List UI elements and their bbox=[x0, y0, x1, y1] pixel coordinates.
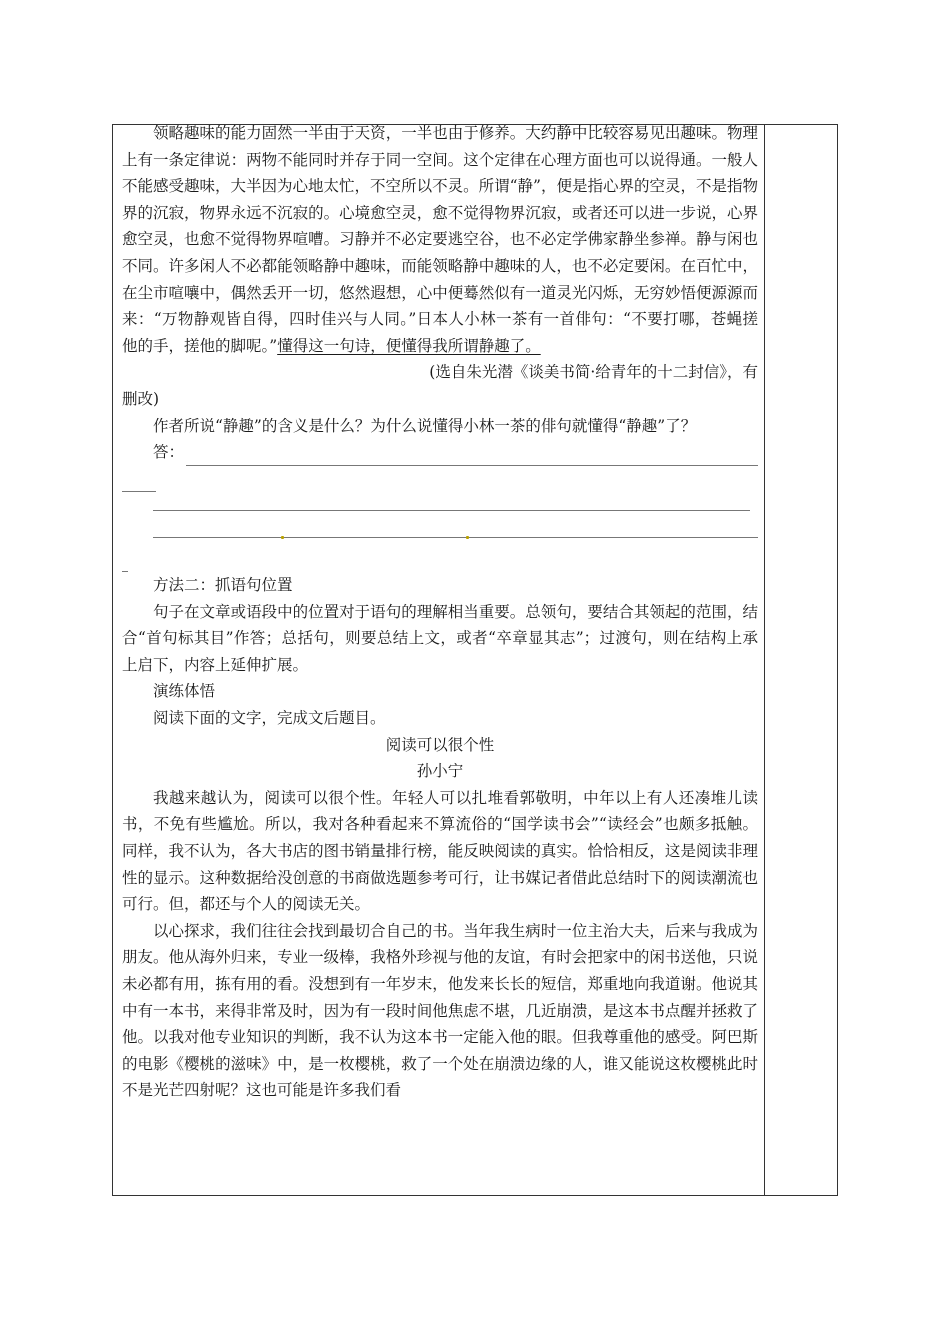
method-body: 句子在文章或语段中的位置对于语句的理解相当重要。总领句，要结合其领起的范围，结合“首句标其目”作答；总括句，则要总结上文，或者“卒章显其志”；过渡句，则在结构上承上启下，内容上延伸扩展。 bbox=[122, 602, 758, 674]
answer-rule-stub bbox=[122, 477, 156, 492]
answer-label: 答： bbox=[153, 443, 185, 462]
answer-line-3[interactable] bbox=[122, 519, 758, 546]
answer-rule bbox=[186, 451, 758, 466]
passage-paragraph: 领略趣味的能力固然一半由于天资，一半也由于修养。大约静中比较容易见出趣味。物理上有一条定律说：两物不能同时并存于同一空间。这个定律在心理方面也可以说得通。一般人不能感受趣味，大半因为心地太忙，不空所以不灵。所谓“静”，便是指心界的空灵，不是指物界的沉寂，物界永远不沉寂的。心境愈空灵，愈不觉得物界沉寂，或者还可以进一步说，心界愈空灵，也愈不觉得物界喧嘈。习静并不必定要逃空谷，也不必定学佛家静坐参禅。静与闲也不同。许多闲人不必都能领略静中趣味，而能领略静中趣味的人，也不必定要闲。在百忙中，在尘市喧嚷中，偶然丢开一切，悠然遐想，心中便蓦然似有一道灵光闪烁，无穷妙悟便源源而来：“万物静观皆自得，四时佳兴与人同。”日本人小林一茶有一首俳句：“不要打哪，苍蝇搓他的手，搓他的脚呢。”懂得这一句诗，便懂得我所谓静趣了。 bbox=[122, 124, 758, 355]
source-citation: (选自朱光潜《谈美书简·给青年的十二封信》，有 bbox=[429, 363, 758, 382]
marker-dot bbox=[466, 536, 469, 539]
article-paragraph-2: 以心探求，我们往往会找到最切合自己的书。当年我生病时一位主治大夫，后来与我成为朋友。他从海外归来，专业一级棒，我格外珍视与他的友谊，有时会把家中的闲书送他，只说未必都有用，拣有用的看。没想到有一年岁末，他发来长长的短信，郑重地向我道谢。他说其中有一本书，来得非常及时，因为有一段时间他焦虑不堪，几近崩溃，是这本书点醒并拯救了他。以我对他专业知识的判断，我不认为这本书一定能入他的眼。但我尊重他的感受。阿巴斯的电影《樱桃的滋味》中，是一枚樱桃，救了一个处在崩溃边缘的人，谁又能说这枚樱桃此时不是光芒四射呢？这也可能是许多我们看 bbox=[122, 921, 758, 1100]
question-text: 作者所说“静趣”的含义是什么？为什么说懂得小林一茶的俳句就懂得“静趣”了？ bbox=[153, 416, 697, 435]
answer-rule bbox=[153, 510, 750, 511]
practice-instruction: 阅读下面的文字，完成文后题目。 bbox=[153, 709, 386, 728]
answer-line-3-wrap bbox=[122, 546, 758, 573]
article-author: 孙小宁 bbox=[416, 762, 464, 781]
answer-line-1[interactable] bbox=[122, 439, 758, 466]
underlined-sentence: 懂得这一句诗，便懂得我所谓静趣了。 bbox=[277, 336, 541, 355]
article-paragraph-1: 我越来越认为，阅读可以很个性。年轻人可以扎堆看郭敬明，中年以上有人还凑堆儿读书，不免有些尴尬。所以，我对各种看起来不算流俗的“国学读书会”“读经会”也颇多抵触。同样，我不认为，各大书店的图书销量排行榜，能反映阅读的真实。恰恰相反，这是阅读非理性的显示。这种数据给没创意的书商做选题参考可行，让书媒记者借此总结时下的阅读潮流也可行。但，都还与个人的阅读无关。 bbox=[122, 788, 758, 914]
method-title: 方法二：抓语句位置 bbox=[153, 576, 293, 595]
answer-rule-stub bbox=[122, 557, 128, 572]
document-body bbox=[122, 120, 758, 1104]
source-citation-continued: 删改) bbox=[122, 389, 160, 408]
article-title: 阅读可以很个性 bbox=[385, 735, 495, 754]
practice-heading: 演练体悟 bbox=[153, 682, 216, 701]
table-column-divider bbox=[764, 124, 765, 1196]
answer-line-1-wrap bbox=[122, 466, 758, 493]
answer-line-2[interactable] bbox=[122, 492, 758, 519]
marker-dot bbox=[281, 536, 284, 539]
answer-rule bbox=[153, 537, 758, 538]
